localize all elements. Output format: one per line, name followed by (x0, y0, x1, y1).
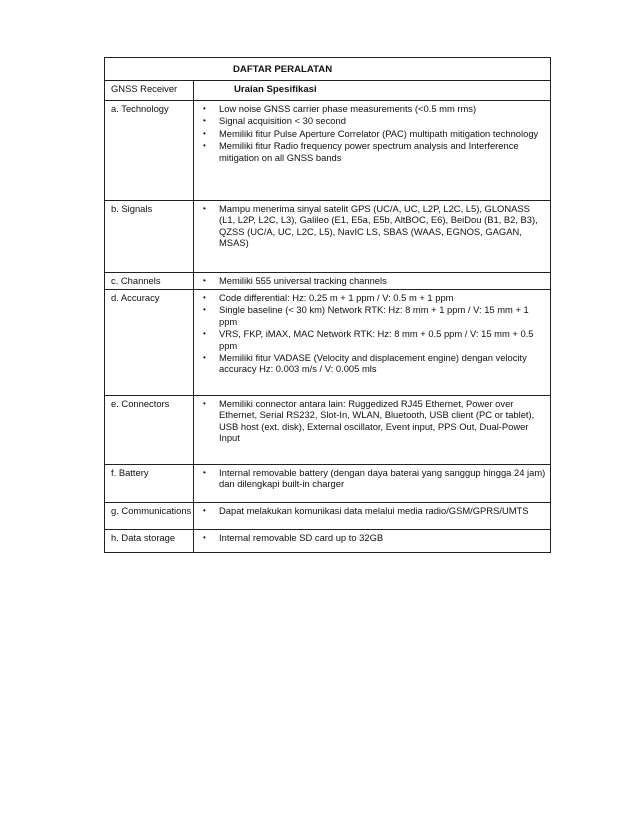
list-item (194, 532, 548, 543)
spec-list (194, 505, 548, 516)
spec-list (194, 467, 548, 490)
row-items-cell (194, 273, 551, 290)
row-label-cell (105, 396, 194, 465)
table-title-cell (105, 58, 551, 81)
list-item-text: Code differential: Hz: 0.25 m + 1 ppm / V: 0.5 m + 1 ppm (219, 292, 454, 303)
table-row (105, 503, 551, 530)
list-item (194, 203, 548, 249)
row-label: c. Channels (111, 275, 161, 286)
list-item (194, 328, 548, 351)
bullet-icon: • (203, 276, 206, 285)
table-row (105, 290, 551, 396)
header-label-cell (105, 81, 194, 101)
list-item (194, 103, 548, 114)
list-item (194, 467, 548, 490)
bullet-icon: • (203, 399, 206, 408)
list-item (194, 128, 548, 139)
bullet-icon: • (203, 506, 206, 515)
row-items-cell (194, 396, 551, 465)
row-label-cell (105, 201, 194, 273)
row-items-cell (194, 530, 551, 553)
row-label-cell (105, 503, 194, 530)
list-item (194, 140, 548, 163)
list-item-text: Signal acquisition < 30 second (219, 115, 346, 127)
row-label-cell (105, 465, 194, 503)
spec-list (194, 103, 548, 163)
row-label-cell (105, 273, 194, 290)
row-items-cell (194, 101, 551, 201)
list-item-text: Memiliki connector antara lain: Ruggedized RJ45 Ethernet, Power over Ethernet, Serial RS232, Slot-In, WLAN, Bluetooth, USB client (PC or tablet), USB host (ext. disk), External oscillator, Event input, PPS Out, Dual-Power Input (219, 398, 535, 444)
equipment-spec-table (104, 57, 551, 553)
list-item (194, 505, 548, 516)
row-label-cell (105, 290, 194, 396)
spec-list (194, 398, 548, 444)
list-item-text: Single baseline (< 30 km) Network RTK: Hz: 8 mm + 1 ppm / V: 15 mm + 1 ppm (219, 304, 529, 327)
list-item (194, 398, 548, 444)
bullet-icon: • (203, 116, 206, 126)
table-row (105, 396, 551, 465)
row-label: b. Signals (111, 203, 153, 214)
row-items-cell (194, 465, 551, 503)
bullet-icon: • (203, 204, 206, 213)
list-item-text: Memiliki 555 universal tracking channels (219, 275, 387, 286)
list-item-text: Internal removable battery (dengan daya baterai yang sanggup hingga 24 jam) dan dilengkapi built-in charger (219, 467, 546, 490)
table-row (105, 273, 551, 290)
list-item-text: VRS, FKP, iMAX, MAC Network RTK: Hz: 8 mm + 0.5 ppm / V: 15 mm + 0.5 ppm (219, 328, 534, 351)
table-row (105, 201, 551, 273)
spec-list (194, 292, 548, 375)
bullet-icon: • (203, 468, 206, 477)
list-item-text: Dapat melakukan komunikasi data melalui media radio/GSM/GPRS/UMTS (219, 505, 529, 516)
bullet-icon: • (203, 128, 206, 138)
list-item-text: Mampu menerima sinyal satelit GPS (UC/A, UC, L2P, L2C, L5), GLONASS (L1, L2P, L2C, L3), Galileo (E1, E5a, E5b, AltBOC, E6), BeiDou (B1, B2, B3), QZSS (UC/A, UC, L2C, L5), NavIC LS, SBAS (WAAS, EGNOS, GAGAN, MSAS) (219, 203, 538, 249)
row-label: a. Technology (111, 103, 169, 114)
list-item (194, 115, 548, 126)
row-label: g. Communications (111, 505, 192, 516)
list-item (194, 352, 548, 375)
bullet-icon: • (203, 104, 206, 113)
row-items-cell (194, 201, 551, 273)
bullet-icon: • (203, 353, 206, 363)
bullet-icon: • (203, 329, 206, 339)
list-item-text: Memiliki fitur Pulse Aperture Correlator (PAC) multipath mitigation technology (219, 127, 539, 139)
row-label: e. Connectors (111, 398, 170, 409)
list-item-text: Memiliki fitur Radio frequency power spectrum analysis and Interference mitigation on all GNSS bands (219, 140, 519, 163)
table-row (105, 530, 551, 553)
header-uraian-spesifikasi: Uraian Spesifikasi (234, 84, 317, 95)
row-items-cell (194, 290, 551, 396)
row-label: h. Data storage (111, 532, 176, 543)
document-title: DAFTAR PERALATAN (233, 64, 333, 75)
row-items-cell (194, 503, 551, 530)
header-spec-cell (194, 81, 551, 101)
table-title-row (105, 58, 551, 81)
bullet-icon: • (203, 305, 206, 315)
list-item-text: Memiliki fitur VADASE (Velocity and displacement engine) dengan velocity accuracy Hz: 0.003 m/s / V: 0.005 mls (219, 352, 527, 375)
row-label-cell (105, 101, 194, 201)
spec-list (194, 275, 548, 286)
row-label: f. Battery (111, 467, 149, 478)
list-item-text: Internal removable SD card up to 32GB (219, 532, 384, 543)
spec-list (194, 532, 548, 543)
table-header-row (105, 81, 551, 101)
spec-list (194, 203, 548, 249)
list-item (194, 275, 548, 286)
header-gnss-receiver: GNSS Receiver (111, 83, 178, 94)
row-label-cell (105, 530, 194, 553)
table-row (105, 465, 551, 503)
list-item-text: Low noise GNSS carrier phase measurements (<0.5 mm rms) (219, 103, 477, 114)
bullet-icon: • (203, 141, 206, 151)
list-item (194, 304, 548, 327)
row-label: d. Accuracy (111, 292, 160, 303)
list-item (194, 292, 548, 303)
bullet-icon: • (203, 533, 206, 542)
bullet-icon: • (203, 293, 206, 302)
table-row (105, 101, 551, 201)
